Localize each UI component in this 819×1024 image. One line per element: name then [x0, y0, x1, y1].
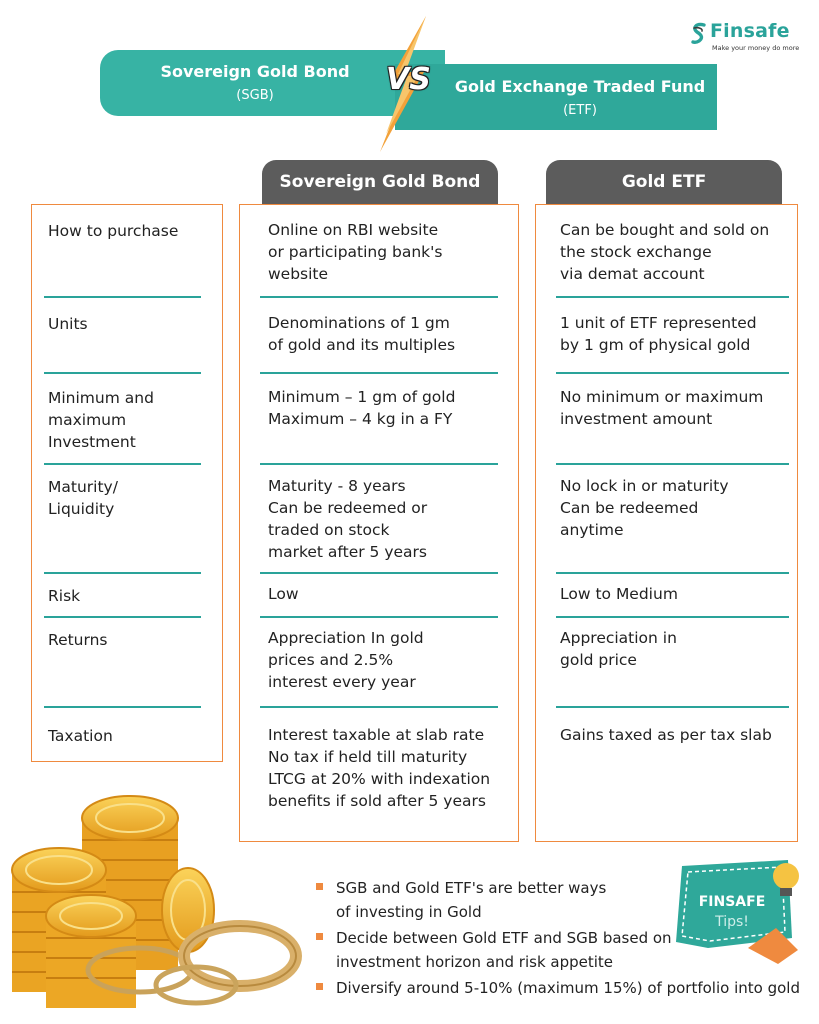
row-divider — [556, 372, 789, 374]
row-divider — [260, 296, 498, 298]
row-label-taxation: Taxation — [48, 727, 113, 745]
brand-tagline: Make your money do more — [712, 44, 800, 52]
sgb-taxation: Interest taxable at slab rate No tax if held till maturity LTCG at 20% with indexation benefits if sold after 5 years — [268, 726, 491, 810]
sgb-how-to-purchase: Online on RBI website or participating bank's website — [268, 221, 443, 283]
bullet-icon — [316, 983, 323, 990]
row-label-min-max-investment: Minimum and maximum Investment — [48, 389, 154, 451]
row-divider — [260, 616, 498, 618]
row-divider — [556, 296, 789, 298]
sgb-units: Denominations of 1 gm of gold and its multiples — [268, 314, 456, 354]
bullet-icon — [316, 883, 323, 890]
banner-right — [395, 64, 717, 130]
etf-returns: Appreciation in gold price — [560, 629, 677, 669]
finsafe-tips-badge — [668, 856, 808, 966]
brand-name: Finsafe — [710, 20, 790, 42]
row-label-how-to-purchase: How to purchase — [48, 222, 179, 240]
row-divider — [556, 463, 789, 465]
badge-subtitle: Tips! — [715, 914, 749, 930]
row-divider — [260, 463, 498, 465]
banner-etf-subtitle: (ETF) — [563, 103, 597, 118]
row-label-units: Units — [48, 315, 88, 333]
finsafe-logo-icon — [690, 22, 708, 48]
row-divider — [260, 706, 498, 708]
sgb-risk: Low — [268, 585, 299, 603]
etf-units: 1 unit of ETF represented by 1 gm of physical gold — [560, 314, 757, 354]
finsafe-logo — [690, 20, 800, 54]
row-label-risk: Risk — [48, 587, 81, 605]
etf-taxation: Gains taxed as per tax slab — [560, 726, 772, 744]
etf-maturity-liquidity: No lock in or maturity Can be redeemed anytime — [560, 477, 729, 539]
row-divider — [260, 372, 498, 374]
sgb-min-max-investment: Minimum – 1 gm of gold Maximum – 4 kg in a FY — [268, 388, 456, 428]
row-divider — [44, 616, 201, 618]
banner-etf-title: Gold Exchange Traded Fund — [454, 77, 706, 96]
row-divider — [556, 706, 789, 708]
etf-risk: Low to Medium — [560, 585, 678, 603]
lightbulb-icon — [773, 863, 799, 889]
column-header-sgb: Sovereign Gold Bond — [262, 160, 498, 204]
column-header-etf: Gold ETF — [546, 160, 782, 204]
row-divider — [556, 616, 789, 618]
row-divider — [260, 572, 498, 574]
row-divider — [44, 372, 201, 374]
row-divider — [44, 296, 201, 298]
row-divider — [44, 572, 201, 574]
vs-label: VS — [386, 62, 431, 97]
banner-sgb-subtitle: (SGB) — [236, 88, 274, 103]
row-label-returns: Returns — [48, 631, 108, 649]
banner-sgb-title: Sovereign Gold Bond — [160, 62, 350, 81]
etf-min-max-investment: No minimum or maximum investment amount — [560, 388, 764, 428]
badge-title: FINSAFE — [698, 894, 766, 910]
gold-coins-illustration — [0, 780, 310, 1024]
row-divider — [556, 572, 789, 574]
sgb-maturity-liquidity: Maturity - 8 years Can be redeemed or traded on stock market after 5 years — [268, 477, 428, 561]
bullet-icon — [316, 933, 323, 940]
row-divider — [44, 463, 201, 465]
etf-how-to-purchase: Can be bought and sold on the stock exchange via demat account — [560, 221, 770, 283]
row-label-maturity-liquidity: Maturity/ Liquidity — [48, 478, 118, 518]
sgb-returns: Appreciation In gold prices and 2.5% interest every year — [268, 629, 424, 691]
row-divider — [44, 706, 201, 708]
